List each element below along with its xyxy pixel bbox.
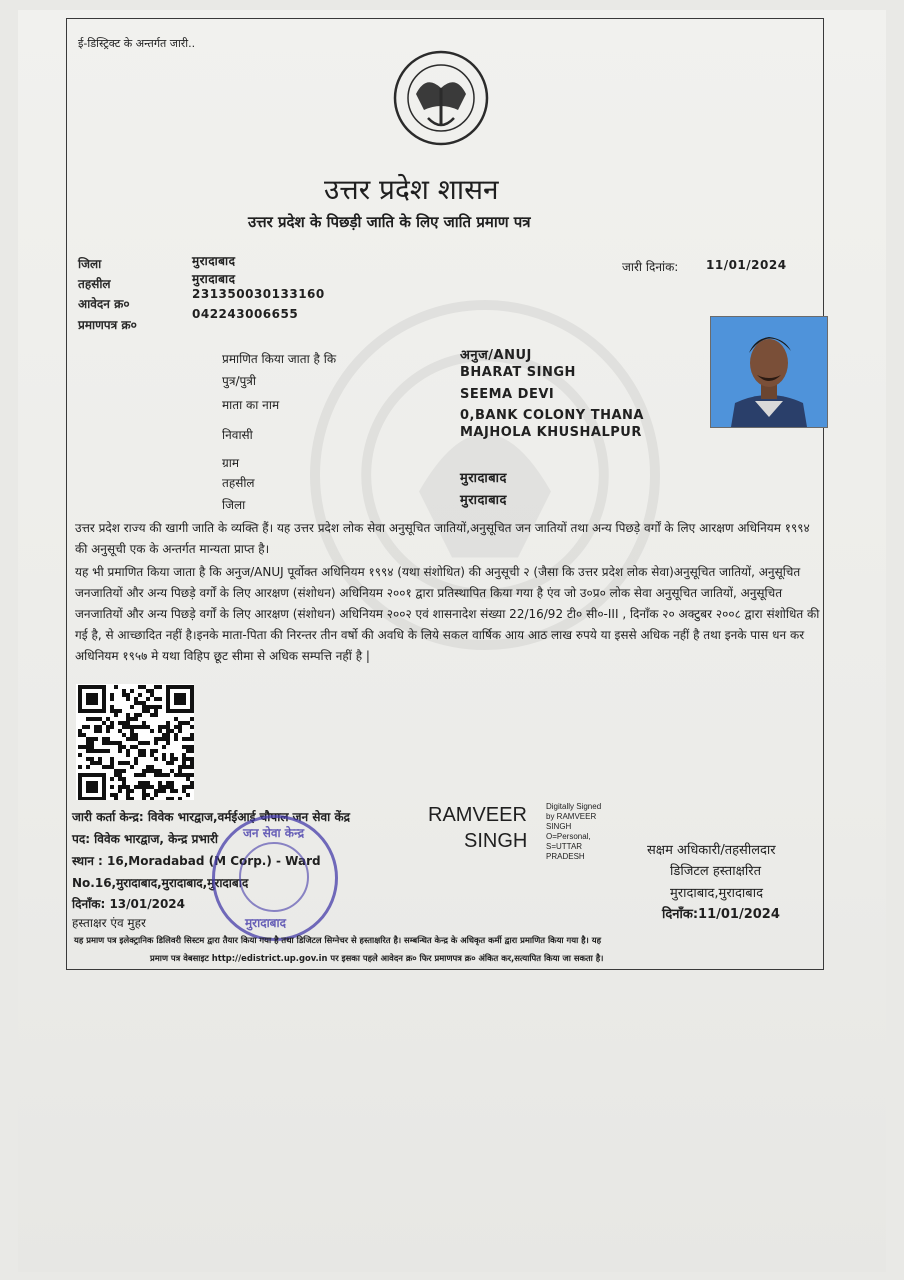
issuer-place: स्थान : 16,Moradabad (M Corp.) - Ward (72, 854, 321, 868)
signer-name-line-1: RAMVEER (428, 804, 527, 826)
resident-label: निवासी (222, 428, 253, 442)
certificate-number: 042243006655 (192, 307, 299, 321)
officer-date: दिनाँक:11/01/2024 (662, 907, 780, 922)
tehsil-value-2: मुरादाबाद (460, 471, 507, 486)
district-value: मुरादाबाद (192, 254, 236, 268)
certificate-number-label: प्रमाणपत्र क्र० (78, 318, 137, 332)
government-title: उत्तर प्रदेश शासन (324, 173, 499, 206)
tehsil-value: मुरादाबाद (192, 272, 236, 286)
issue-date: 11/01/2024 (706, 258, 787, 272)
district-label-2: जिला (222, 498, 246, 512)
issuer-post: पद: विवेक भारद्वाज, केन्द्र प्रभारी (72, 832, 218, 846)
village-label: ग्राम (222, 456, 240, 470)
body-paragraph-declaration: यह भी प्रमाणित किया जाता है कि अनुज/ANUJ पूर्वोक्त अधिनियम १९९४ (यथा संशोधित) की अनुसूची २ (जैसा कि उत्तर प्रदेश लोक सेवा)अनुसूचित जातियों, अनुसूचित जनजातियों और अन्य पिछड़े वर्गों के लिए आरक्षण (संशोधन) अधिनियम २००१ द्वारा प्रतिस्थापित किया गया है एंव जो उ०प्र० लोक सेवा अनुसूचित जातियों, अनुसूचित जनजातियों और अन्य पिछड़े वर्गों के लिए आरक्षण (संशोधन) अधिनियम २००२ एवं शासनादेश संख्या 22/16/92 टी० सी०-III , दिनाँक २० अक्टुबर २००८ द्वारा संशोधित की गई है, से आच्छादित नहीं है।इनके माता-पिता की निरन्तर तीन वर्षो की अवधि के लिये सकल वार्षिक आय आठ लाख रुपये या इससे अधिक नहीं है तथा इनके पास धन कर अधिनियम १९५७ मे यथा विहिप छूट सीमा से अधिक सम्पत्ति नहीं है | (75, 565, 820, 663)
address-line-1: 0,BANK COLONY THANA (460, 408, 644, 423)
applicant-photo (710, 316, 828, 428)
certified-label: प्रमाणित किया जाता है कि (222, 352, 337, 366)
applicant-name: अनुज/ANUJ (460, 348, 532, 363)
issue-date-label: जारी दिनांक: (622, 260, 679, 274)
officer-digital-sign: डिजिटल हस्ताक्षरित (670, 864, 761, 879)
mother-label: माता का नाम (222, 398, 280, 412)
seal-stamp (212, 815, 338, 941)
district-value-2: मुरादाबाद (460, 493, 507, 508)
issuer-date: दिनाँक: 13/01/2024 (72, 897, 186, 911)
district-label: जिला (78, 257, 102, 271)
issuing-center: जारी कर्ता केन्द्र: विवेक भारद्वाज,वर्मईआई चौपाल जन सेवा केंद्र (72, 810, 351, 824)
certificate-title: उत्तर प्रदेश के पिछड़ी जाति के लिए जाति प्रमाण पत्र (248, 213, 531, 231)
officer-place: मुरादाबाद,मुरादाबाद (670, 886, 763, 901)
mother-name: SEEMA DEVI (460, 387, 555, 402)
stamp-text-bottom: मुरादाबाद (245, 916, 287, 930)
tehsil-label: तहसील (78, 277, 111, 291)
issuer-signature-label: हस्ताक्षर एंव मुहर (72, 916, 146, 930)
footer-line-1: यह प्रमाण पत्र इलेक्ट्रानिक डिलिवरी सिस्टम द्वारा तैयार किया गया है तथा डिजिटल सिग्नेचर से हस्ताक्षरित है। सम्बन्धित केन्द्र के अधिकृत कर्मी द्वारा प्रमाणित किया गया है। यह (74, 935, 602, 945)
up-government-emblem (386, 48, 496, 148)
qr-code (76, 684, 194, 800)
address-line-2: MAJHOLA KHUSHALPUR (460, 425, 642, 440)
officer-title: सक्षम अधिकारी/तहसीलदार (647, 843, 776, 858)
signer-name-line-2: SINGH (464, 830, 528, 852)
tehsil-label-2: तहसील (222, 476, 255, 490)
body-paragraph-caste: उत्तर प्रदेश राज्य की खागी जाति के व्यक्ति हैं। यह उत्तर प्रदेश लोक सेवा अनुसूचित जातियों,अनुसूचित जन जातियों तथा अन्य पिछड़े वर्गों के लिए आरक्षण अधिनियम १९९४ की अनुसूची एक के अन्तर्गत मान्यता प्राप्त है। (75, 521, 810, 556)
father-name: BHARAT SINGH (460, 365, 576, 380)
issuer-place-2: No.16,मुरादाबाद,मुरादाबाद,मुरादाबाद (72, 876, 249, 890)
footer-line-2: प्रमाण पत्र वेबसाइट http://edistrict.up.gov.in पर इसका पहले आवेदन क्र० फिर प्रमाणपत्र क्र० अंकित कर,सत्यापित किया जा सकता है। (150, 953, 604, 963)
child-of-label: पुत्र/पुत्री (222, 374, 257, 388)
header-note: ई-डिस्ट्रिक्ट के अन्तर्गत जारी.. (78, 37, 196, 50)
application-number-label: आवेदन क्र० (78, 297, 130, 311)
digital-signature-note: Digitally Signed by RAMVEER SINGH O=Personal, S=UTTAR PRADESH (546, 802, 602, 861)
application-number: 231350030133160 (192, 287, 325, 301)
stamp-text-top: जन सेवा केन्द्र (243, 826, 305, 840)
